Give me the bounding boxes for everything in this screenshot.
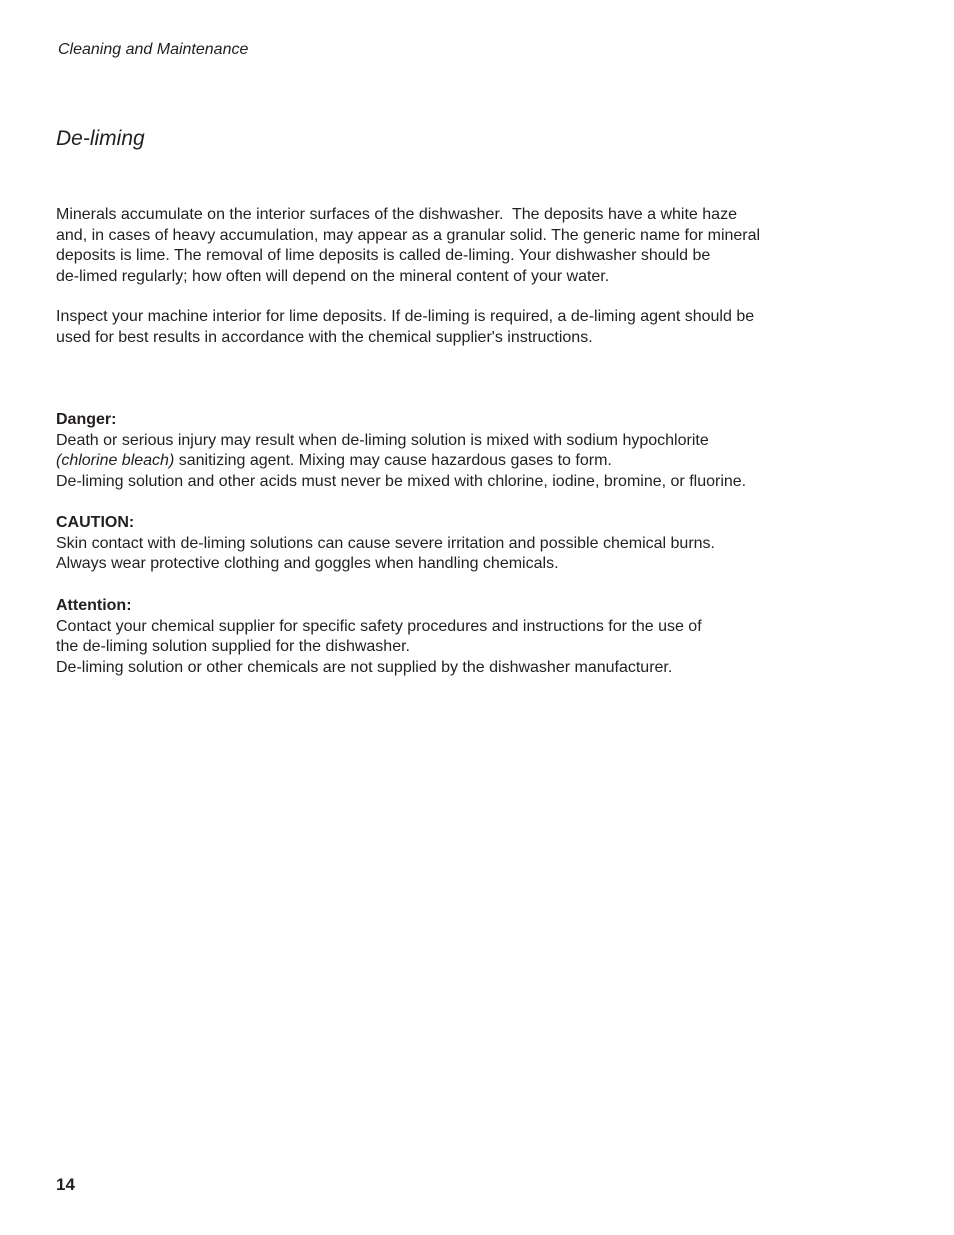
danger-chlorine-bleach: (chlorine bleach) [56, 452, 175, 469]
intro-line: Minerals accumulate on the interior surfaces of the dishwasher. The deposits have a white haze [56, 206, 737, 223]
danger-line-rest: sanitizing agent. Mixing may cause hazardous gases to form. [174, 452, 612, 469]
danger-label: Danger: [56, 411, 117, 428]
caution-label: CAUTION: [56, 514, 135, 531]
intro-line: and, in cases of heavy accumulation, may appear as a granular solid. The generic name for mineral [56, 226, 761, 244]
attention-line: Contact your chemical supplier for specific safety procedures and instructions for the use of [56, 617, 702, 635]
caution-notice [56, 513, 856, 575]
caution-line: Always wear protective clothing and goggles when handling chemicals. [56, 555, 559, 572]
intro-line: de-limed regularly; how often will depend on the mineral content of your water. [56, 267, 610, 285]
inspect-paragraph [56, 307, 856, 348]
running-header: Cleaning and Maintenance [58, 41, 249, 58]
inspect-line: Inspect your machine interior for lime deposits. If de-liming is required, a de-liming agent should be [56, 308, 755, 325]
attention-line: De-liming solution or other chemicals are not supplied by the dishwasher manufacturer. [56, 658, 673, 676]
intro-paragraph [56, 205, 856, 287]
attention-notice [56, 596, 856, 678]
caution-line: Skin contact with de-liming solutions can cause severe irritation and possible chemical burns. [56, 534, 715, 552]
attention-line: the de-liming solution supplied for the dishwasher. [56, 638, 410, 655]
attention-label: Attention: [56, 597, 132, 614]
section-title: De-liming [56, 127, 145, 150]
danger-line: Death or serious injury may result when de-liming solution is mixed with sodium hypochlorite [56, 431, 709, 449]
page-number: 14 [56, 1175, 75, 1194]
danger-line: De-liming solution and other acids must never be mixed with chlorine, iodine, bromine, or fluorine. [56, 472, 747, 490]
inspect-line: used for best results in accordance with the chemical supplier's instructions. [56, 328, 593, 346]
danger-notice [56, 410, 856, 492]
intro-line: deposits is lime. The removal of lime deposits is called de-liming. Your dishwasher should be [56, 247, 711, 264]
danger-line [56, 451, 856, 472]
